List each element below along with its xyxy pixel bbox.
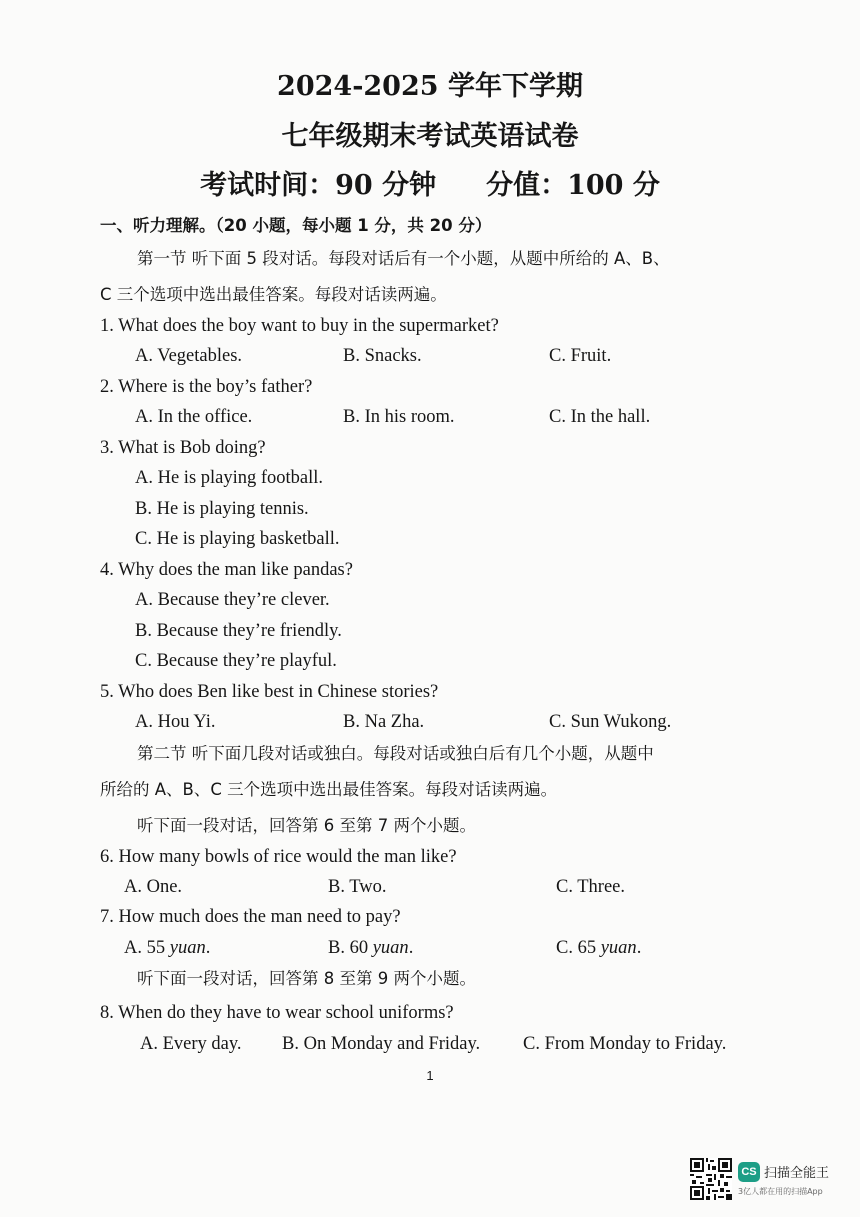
exam-score: 分值：100 分 [486, 170, 660, 201]
q4-option-b: B. Because they’re friendly. [135, 621, 342, 641]
instruction-q8-q9: 听下面一段对话，回答第 8 至第 9 两个小题。 [137, 969, 476, 988]
q4-option-a: A. Because they’re clever. [135, 590, 330, 610]
q8-option-b: B. On Monday and Friday. [282, 1034, 481, 1054]
page-number: 1 [426, 1068, 434, 1083]
q1-option-a: A. Vegetables. [135, 346, 243, 366]
exam-time: 考试时间：90 分钟 [200, 170, 437, 201]
section2-instruction-line1: 第二节 听下面几段对话或独白。每段对话或独白后有几个小题，从题中 [137, 744, 654, 763]
question-2: 2. Where is the boy’s father? [100, 377, 313, 397]
q5-option-a: A. Hou Yi. [135, 712, 216, 732]
q5-option-c: C. Sun Wukong. [549, 712, 672, 732]
q6-option-c: C. Three. [556, 877, 626, 897]
exam-title: 七年级期末考试英语试卷 [281, 121, 579, 152]
q3-option-c: C. He is playing basketball. [135, 529, 340, 549]
section1-instruction-line2: C 三个选项中选出最佳答案。每段对话读两遍。 [100, 285, 447, 304]
q5-option-b: B. Na Zha. [343, 712, 425, 732]
q2-option-b: B. In his room. [343, 407, 455, 427]
q8-option-c: C. From Monday to Friday. [523, 1034, 727, 1054]
q2-option-c: C. In the hall. [549, 407, 651, 427]
section2-instruction-line2: 所给的 A、B、C 三个选项中选出最佳答案。每段对话读两遍。 [100, 780, 558, 799]
q1-option-c: C. Fruit. [549, 346, 612, 366]
question-1: 1. What does the boy want to buy in the supermarket? [100, 316, 499, 336]
watermark-brand: 扫描全能王 [764, 1166, 830, 1181]
qr-code-icon [690, 1158, 732, 1200]
q1-option-b: B. Snacks. [343, 346, 422, 366]
exam-info [0, 163, 860, 202]
q6-option-b: B. Two. [328, 877, 387, 897]
q3-option-a: A. He is playing football. [135, 468, 324, 488]
question-4: 4. Why does the man like pandas? [100, 560, 353, 580]
watermark-tagline: 3亿人都在用的扫描App [738, 1187, 823, 1196]
q3-option-b: B. He is playing tennis. [135, 499, 309, 519]
q6-option-a: A. One. [124, 877, 183, 897]
question-8: 8. When do they have to wear school uniforms? [100, 1003, 454, 1023]
q7-option-c: C. 65 yuan. [556, 938, 642, 958]
question-3: 3. What is Bob doing? [100, 438, 266, 458]
section1-instruction-line1: 第一节 听下面 5 段对话。每段对话后有一个小题，从题中所给的 A、B、 [137, 249, 670, 268]
instruction-q6-q7: 听下面一段对话，回答第 6 至第 7 两个小题。 [137, 816, 476, 835]
question-6: 6. How many bowls of rice would the man like? [100, 847, 457, 867]
part1-heading: 一、听力理解。（20 小题，每小题 1 分，共 20 分） [100, 216, 492, 235]
q4-option-c: C. Because they’re playful. [135, 651, 337, 671]
scanner-watermark [690, 1158, 850, 1204]
question-7: 7. How much does the man need to pay? [100, 907, 401, 927]
q8-option-a: A. Every day. [140, 1034, 242, 1054]
camscanner-logo-icon: CS [738, 1162, 760, 1182]
q7-option-a: A. 55 yuan. [124, 938, 211, 958]
school-year-title: 2024-2025 学年下学期 [277, 71, 583, 102]
q2-option-a: A. In the office. [135, 407, 253, 427]
q7-option-b: B. 60 yuan. [328, 938, 414, 958]
question-5: 5. Who does Ben like best in Chinese stories? [100, 682, 439, 702]
